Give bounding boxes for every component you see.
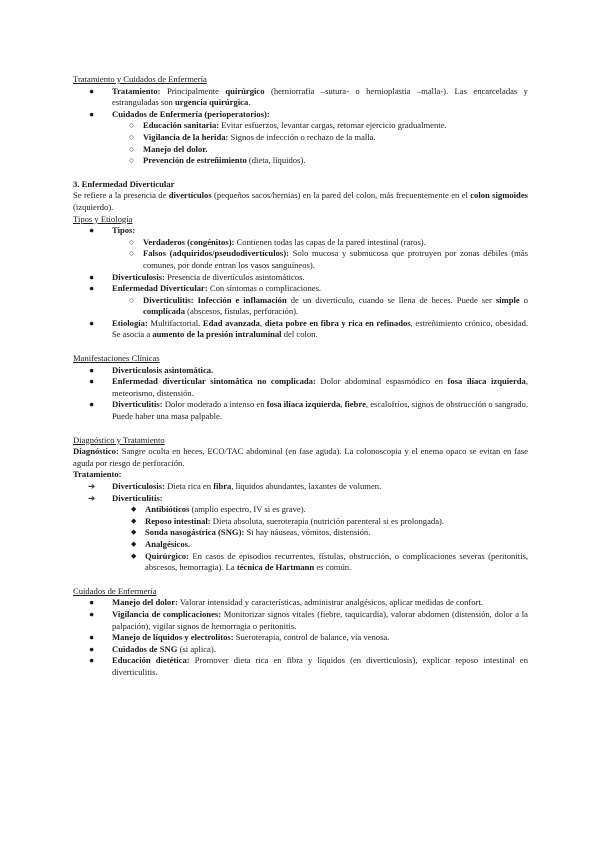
tipos-list	[73, 225, 528, 341]
item-text: Dolor abdominal espasmódico en	[315, 376, 448, 387]
tratamiento-list	[73, 86, 528, 167]
item-label: Manejo del dolor:	[112, 597, 178, 608]
section-title-diagnostico: Diagnóstico y Tratamiento	[73, 434, 165, 445]
item-label: Tratamiento:	[112, 85, 161, 96]
item-label: Diverticulosis asintomática.	[112, 364, 214, 375]
item-text: , meteorismo, distensión.	[112, 376, 528, 398]
list-item	[73, 655, 528, 678]
bullet-circle: ○	[129, 131, 135, 142]
arrow-right-icon: ➔	[88, 481, 96, 491]
item-label: Antibióticos	[145, 504, 190, 515]
item-label: Tipos:	[112, 225, 136, 236]
bullet-disc: ●	[89, 317, 95, 328]
list-item	[73, 493, 528, 505]
list-item	[73, 551, 528, 574]
item-label: Diverticulosis:	[112, 481, 165, 491]
tratamiento-arrows-list	[73, 481, 528, 574]
bullet-disc: ●	[89, 271, 95, 282]
item-text: Signos de infección o rechazo de la malla.	[228, 131, 376, 142]
diamond-bullet-icon: ◆	[131, 551, 137, 560]
item-text: (herniorrafia –sutura- o hernioplastia –malla-). Las encarceladas y estranguladas son	[112, 85, 528, 108]
item-label: Analgésicos.	[145, 538, 191, 549]
item-text: Sueroterapia, control de balance, vía venosa.	[233, 632, 390, 643]
item-text: o	[519, 294, 528, 305]
item-label: Enfermedad diverticular sintomática no complicada:	[112, 376, 316, 387]
label-text: Tratamiento:	[73, 469, 122, 480]
list-item	[73, 376, 528, 399]
paragraph-text: Sangre oculta en heces, ECO/TAC abdominal (en fase aguda). La colonoscopia y el enema opaco se evitan en fase aguda por riesgo de perforación.	[73, 446, 528, 468]
item-text: .	[248, 97, 251, 108]
item-label: Verdaderos (congénitos):	[143, 236, 235, 247]
item-text: Contienen todas las capas de la pared intestinal (raros).	[234, 236, 426, 247]
bullet-disc: ●	[89, 376, 95, 387]
item-text: (abscesos, fístulas, perforación).	[185, 306, 299, 317]
item-text: (si aplica).	[177, 643, 216, 654]
list-item	[73, 248, 528, 271]
item-text: Valorar intensidad y características, administrar analgésicos, aplicar medidas de confort.	[177, 597, 483, 608]
item-emphasis: fibra	[213, 481, 232, 491]
item-text: ,	[340, 399, 345, 410]
item-label: Falsos (adquiridos/pseudodivertículos):	[143, 248, 289, 259]
item-label: Cuidados de Enfermería (perioperatorios):	[112, 108, 270, 119]
paragraph-text: (izquierdo).	[73, 201, 114, 212]
cuidados-list	[73, 597, 528, 678]
paragraph-label: Diagnóstico:	[73, 446, 119, 457]
arrow-right-icon: ➔	[88, 492, 96, 503]
heading-text: 3. Enfermedad Diverticular	[73, 178, 175, 189]
item-text: es común.	[314, 562, 352, 573]
item-text: Principalmente	[160, 85, 226, 96]
bullet-disc: ●	[89, 608, 95, 619]
tratamiento-label	[73, 469, 528, 481]
item-label: Educación sanitaria:	[143, 120, 220, 131]
item-label: Cuidados de SNG	[112, 643, 178, 654]
list-item	[73, 632, 528, 644]
item-emphasis: urgencia quirúrgica	[175, 97, 249, 108]
item-emphasis: fosa ilíaca izquierda	[447, 376, 526, 387]
list-item	[73, 609, 528, 632]
section-title-cuidados: Cuidados de Enfermería	[73, 585, 157, 596]
item-text: Evitar esfuerzos, levantar cargas, retomar ejercicio gradualmente.	[219, 120, 447, 131]
item-label: Diverticulitis:	[112, 492, 163, 503]
item-label: Educación dietética:	[112, 655, 190, 666]
bullet-disc: ●	[89, 364, 95, 375]
item-text: de un divertículo, cuando se llena de heces. Puede ser	[286, 294, 496, 305]
item-label: Enfermedad Diverticular:	[112, 283, 208, 294]
list-item	[73, 295, 528, 318]
bullet-circle: ○	[129, 120, 135, 131]
item-text: Promover dieta rica en fibra y líquidos (en diverticulosis), explicar reposo intestinal en diverticulitis.	[112, 655, 529, 677]
item-label: Sonda nasogástrica (SNG):	[145, 527, 245, 538]
paragraph-emphasis: divertículos	[168, 190, 212, 201]
manifestaciones-list	[73, 365, 528, 423]
item-emphasis: fosa ilíaca izquierda	[266, 399, 341, 410]
list-item	[73, 132, 528, 144]
diamond-bullet-icon: ◆	[131, 505, 137, 514]
item-text: Si hay náuseas, vómitos, distensión.	[244, 527, 371, 538]
list-item	[73, 155, 528, 167]
bullet-disc: ●	[89, 643, 95, 654]
item-label: Vigilancia de complicaciones:	[112, 608, 222, 619]
item-text: , líquidos abundantes, laxantes de volumen.	[231, 481, 382, 491]
paragraph-emphasis: colon sigmoides	[470, 190, 528, 201]
section-title-manifestaciones: Manifestaciones Clínicas	[73, 353, 160, 364]
bullet-disc: ●	[89, 597, 95, 608]
item-text: En casos de episodios recurrentes, fístulas, obstrucción, o complicaciones severas (peritonitis, abscesos, hemorragia). La	[145, 550, 528, 573]
item-emphasis: Edad avanzada	[202, 317, 260, 328]
diamond-bullet-icon: ◆	[131, 539, 137, 548]
list-item	[73, 597, 528, 609]
item-label: Vigilancia de la herida:	[143, 131, 229, 142]
bullet-circle: ○	[129, 294, 135, 305]
item-emphasis: fiebre	[344, 399, 366, 410]
list-item	[73, 539, 528, 551]
item-emphasis: complicada	[143, 306, 186, 317]
item-label: Quirúrgico:	[145, 550, 189, 561]
list-item	[73, 225, 528, 237]
item-emphasis: técnica de Hartmann	[236, 562, 315, 573]
item-text: Dieta absoluta, sueroterapia (nutrición parenteral si es prolongada).	[210, 515, 445, 526]
list-item	[73, 399, 528, 422]
item-label: Diverticulitis: Infección e inflamación	[143, 294, 287, 305]
bullet-circle: ○	[129, 143, 135, 154]
paragraph-text: (pequeños sacos/hernias) en la pared del colon, más frecuentemente en el	[211, 190, 471, 201]
list-item	[73, 516, 528, 528]
list-item	[73, 86, 528, 109]
list-item	[73, 527, 528, 539]
item-text: Presencia de divertículos asintomáticos.	[165, 271, 305, 282]
paragraph-diagnostico	[73, 446, 528, 469]
item-text: , estreñimiento crónico, obesidad. Se asocia a	[112, 317, 529, 340]
item-label: Etiología:	[112, 317, 148, 328]
item-text: , escalofríos, signos de obstrucción o sangrado. Puede haber una masa palpable.	[112, 399, 528, 422]
document-page	[73, 74, 528, 679]
item-emphasis: dieta pobre en fibra y rica en refinados	[264, 317, 411, 328]
list-item	[73, 318, 528, 341]
item-text: (dieta, líquidos).	[246, 155, 306, 166]
bullet-disc: ●	[89, 632, 95, 643]
item-text: Solo mucosa y submucosa que protruyen por zonas débiles (más comunes, por donde entran los vasos sanguíneos).	[143, 248, 528, 270]
list-item	[73, 504, 528, 516]
item-label: Manejo de líquidos y electrolitos:	[112, 632, 234, 643]
list-item	[73, 365, 528, 377]
item-text: Con síntomas o complicaciones.	[207, 283, 322, 294]
item-label: Diverticulitis:	[112, 399, 163, 410]
item-emphasis: aumento de la presión intraluminal	[152, 329, 282, 340]
section-title-tratamiento: Tratamiento y Cuidados de Enfermería	[73, 74, 207, 84]
bullet-circle: ○	[129, 236, 135, 247]
list-item	[73, 109, 528, 121]
diamond-bullet-icon: ◆	[131, 528, 137, 537]
list-item	[73, 283, 528, 295]
item-label: Diverticulosis:	[112, 271, 165, 282]
bullet-circle: ○	[129, 155, 135, 166]
item-text: (amplio espectro, IV si es grave).	[189, 504, 306, 515]
list-item	[73, 644, 528, 656]
section-title-tipos: Tipos y Etiología	[73, 213, 133, 224]
list-item	[73, 272, 528, 284]
item-emphasis: quirúrgico	[225, 85, 265, 96]
list-item	[73, 481, 528, 493]
bullet-disc: ●	[89, 108, 95, 119]
section-heading-diverticular	[73, 179, 528, 191]
paragraph-intro	[73, 190, 528, 213]
bullet-circle: ○	[129, 248, 135, 259]
item-text: Monitorizar signos vitales (fiebre, taquicardia), valorar abdomen (distensión, dolor a la palpación), vigilar signos de hemorragia o peritonitis.	[112, 608, 528, 631]
item-label: Reposo intestinal:	[145, 515, 211, 526]
bullet-disc: ●	[89, 399, 95, 410]
item-text: ,	[259, 317, 265, 328]
bullet-disc: ●	[89, 283, 95, 294]
item-text: Dolor moderado a intenso en	[162, 399, 267, 410]
item-emphasis: simple	[495, 294, 520, 305]
bullet-disc: ●	[89, 225, 95, 236]
paragraph-text: Se refiere a la presencia de	[73, 190, 169, 201]
list-item	[73, 237, 528, 249]
item-label: Prevención de estreñimiento	[143, 155, 247, 166]
item-text: del colon.	[281, 329, 318, 340]
list-item	[73, 144, 528, 156]
list-item	[73, 120, 528, 132]
bullet-disc: ●	[89, 655, 95, 666]
diamond-bullet-icon: ◆	[131, 516, 137, 525]
bullet-disc: ●	[89, 85, 95, 96]
item-text: Dieta rica en	[165, 481, 214, 491]
item-label: Manejo del dolor.	[143, 143, 208, 154]
item-text: Multifactorial.	[147, 317, 203, 328]
